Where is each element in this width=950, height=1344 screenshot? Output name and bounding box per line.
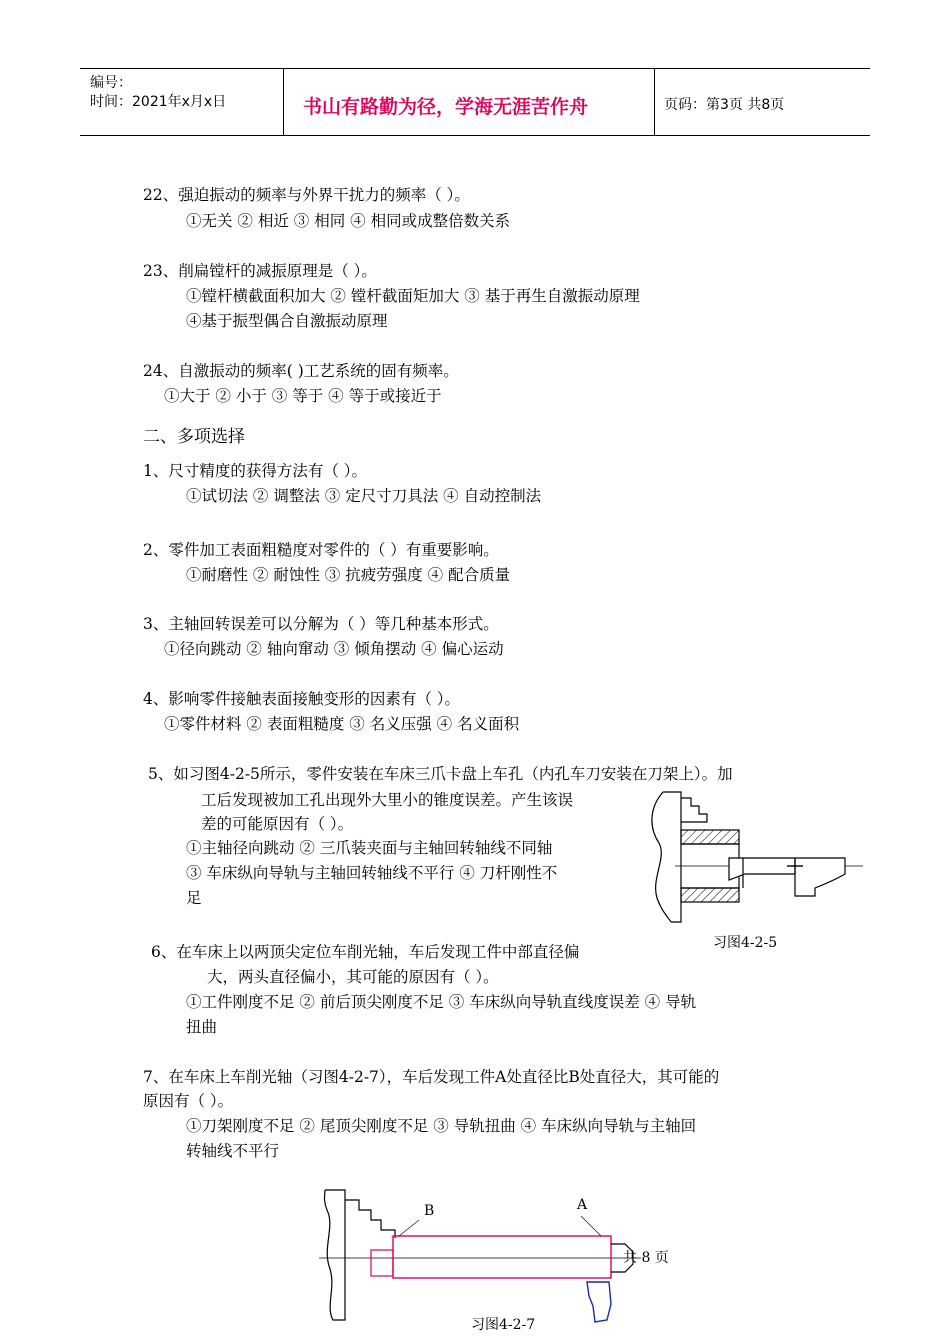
multi-3-stem: 3、主轴回转误差可以分解为（ ）等几种基本形式。 bbox=[143, 615, 499, 633]
figure-4-2-5 bbox=[645, 788, 865, 928]
multi-1-stem: 1、尺寸精度的获得方法有（ ）。 bbox=[143, 462, 368, 480]
multi-4-stem: 4、影响零件接触表面接触变形的因素有（ ）。 bbox=[143, 690, 461, 708]
question-23-stem: 23、削扁镗杆的减振原理是（ ）。 bbox=[143, 262, 377, 280]
question-23-options: ①镗杆横截面积加大 ② 镗杆截面矩加大 ③ 基于再生自激振动原理 bbox=[186, 287, 640, 305]
serial-label: 编号： bbox=[90, 75, 132, 91]
multi-7-stem-line-2: 原因有（ ）。 bbox=[143, 1092, 234, 1110]
header-divider-2 bbox=[654, 68, 655, 136]
header-bottom-rule bbox=[80, 135, 870, 136]
footer-page-total: 共 8 页 bbox=[623, 1250, 669, 1266]
header-top-rule bbox=[80, 68, 870, 69]
date-text: 时间：2021年x月x日 bbox=[90, 94, 227, 110]
multi-5-stem-line-3: 差的可能原因有（ ）。 bbox=[201, 815, 354, 833]
question-22-options: ①无关 ② 相近 ③ 相同 ④ 相同或成整倍数关系 bbox=[186, 212, 511, 230]
figure-4-2-7 bbox=[315, 1186, 645, 1326]
multi-7-options-line-2: 转轴线不平行 bbox=[186, 1142, 280, 1160]
multi-4-options: ①零件材料 ② 表面粗糙度 ③ 名义压强 ④ 名义面积 bbox=[164, 715, 520, 733]
multi-6-options-line-1: ①工件刚度不足 ② 前后顶尖刚度不足 ③ 车床纵向导轨直线度误差 ④ 导轨 bbox=[186, 993, 697, 1011]
multi-2-options: ①耐磨性 ② 耐蚀性 ③ 抗疲劳强度 ④ 配合质量 bbox=[186, 566, 511, 584]
multi-5-options-line-2: ③ 车床纵向导轨与主轴回转轴线不平行 ④ 刀杆刚性不 bbox=[186, 864, 558, 882]
multi-7-stem-line-1: 7、在车床上车削光轴（习图4-2-7），车后发现工件A处直径比B处直径大，其可能的 bbox=[143, 1068, 720, 1086]
multi-2-stem: 2、零件加工表面粗糙度对零件的（ ）有重要影响。 bbox=[143, 541, 499, 559]
figure-4-2-5-caption: 习图4-2-5 bbox=[713, 935, 778, 951]
multi-6-options-line-2: 扭曲 bbox=[186, 1018, 218, 1036]
question-23-options-2: ④基于振型偶合自激振动原理 bbox=[186, 312, 388, 330]
question-22-stem: 22、强迫振动的频率与外界干扰力的频率（ ）。 bbox=[143, 186, 470, 204]
multi-6-stem-line-2: 大，两头直径偏小，其可能的原因有（ ）。 bbox=[207, 968, 499, 986]
multi-5-options-line-1: ①主轴径向跳动 ② 三爪装夹面与主轴回转轴线不同轴 bbox=[186, 839, 553, 857]
multi-5-options-line-3: 足 bbox=[186, 889, 202, 907]
multi-5-stem-line-2: 工后发现被加工孔出现外大里小的锥度误差。产生该误 bbox=[201, 791, 574, 809]
multi-3-options: ①径向跳动 ② 轴向窜动 ③ 倾角摆动 ④ 偏心运动 bbox=[164, 640, 504, 658]
page-header bbox=[80, 68, 870, 136]
multi-1-options: ①试切法 ② 调整法 ③ 定尺寸刀具法 ④ 自动控制法 bbox=[186, 487, 542, 505]
multi-5-stem-line-1: 5、如习图4-2-5所示，零件安装在车床三爪卡盘上车孔（内孔车刀安装在刀架上）。加 bbox=[148, 765, 733, 783]
label-b: B bbox=[424, 1203, 435, 1219]
question-24-stem: 24、自激振动的频率( )工艺系统的固有频率。 bbox=[143, 362, 459, 380]
header-divider-1 bbox=[283, 68, 284, 136]
page-info: 页码：第3页 共8页 bbox=[664, 97, 785, 113]
section-2-title: 二、多项选择 bbox=[143, 427, 245, 447]
figure-4-2-7-caption: 习图4-2-7 bbox=[471, 1317, 536, 1333]
label-a: A bbox=[577, 1197, 588, 1213]
header-motto: 书山有路勤为径，学海无涯苦作舟 bbox=[303, 96, 589, 118]
multi-6-stem-line-1: 6、在车床上以两顶尖定位车削光轴，车后发现工件中部直径偏 bbox=[151, 943, 580, 961]
question-24-options: ①大于 ② 小于 ③ 等于 ④ 等于或接近于 bbox=[164, 387, 442, 405]
multi-7-options-line-1: ①刀架刚度不足 ② 尾顶尖刚度不足 ③ 导轨扭曲 ④ 车床纵向导轨与主轴回 bbox=[186, 1117, 697, 1135]
